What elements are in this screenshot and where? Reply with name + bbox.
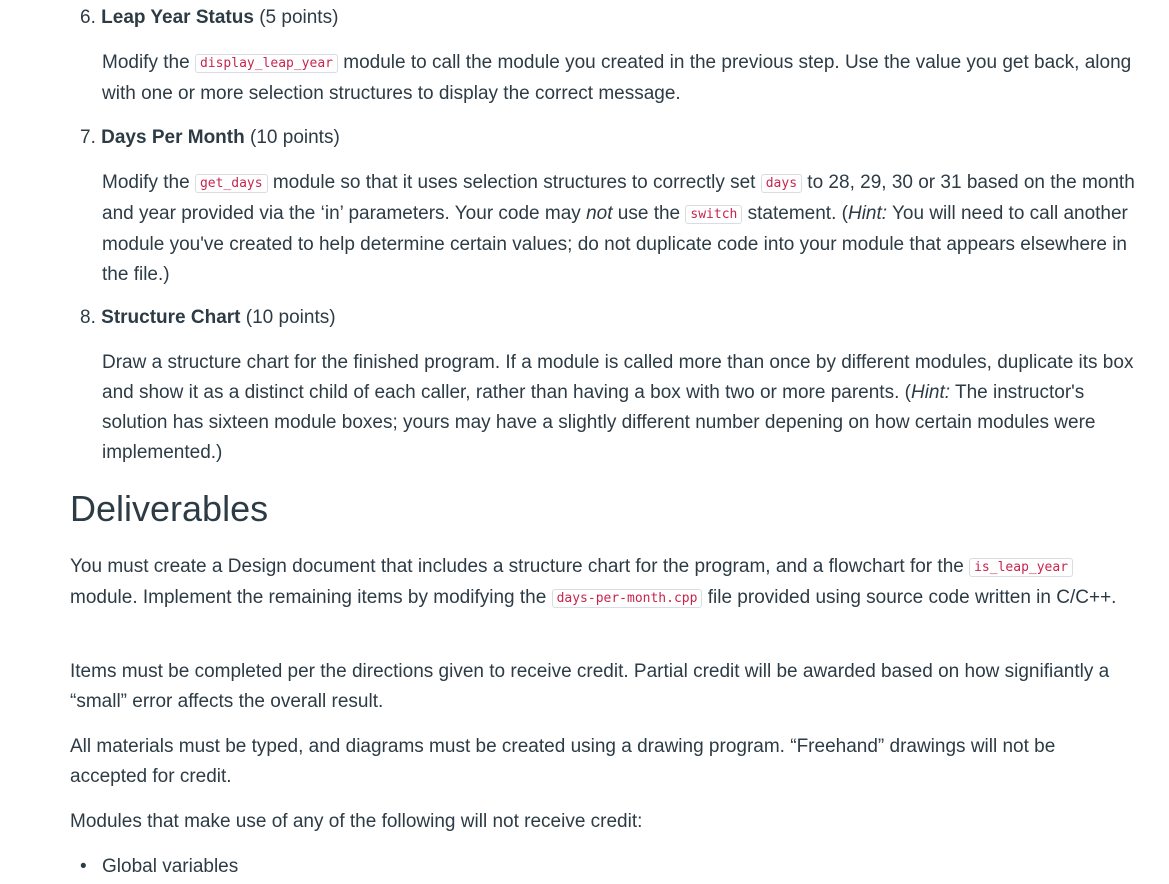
code-get-days: get_days <box>195 174 268 193</box>
deliverables-heading: Deliverables <box>70 488 269 529</box>
body-text: module. Implement the remaining items by modifying the <box>70 587 552 608</box>
code-days: days <box>761 174 802 193</box>
body-text: Draw a structure chart for the finished program. If a module is called more than once by different modules, duplicate its box and show it as a distinct child of each caller, rather than having a box with two or more parents. ( <box>102 352 1134 403</box>
deliverables-paragraph-1 <box>70 552 1130 614</box>
item-7-heading <box>80 123 340 153</box>
body-text: Modify the <box>102 52 195 73</box>
body-text: statement. ( <box>742 203 848 224</box>
body-text: Modify the <box>102 172 195 193</box>
item-title: Structure Chart <box>101 307 241 328</box>
list-item-label: Global variables <box>102 856 239 877</box>
code-is-leap-year: is_leap_year <box>969 558 1073 577</box>
item-7-body <box>102 168 1142 290</box>
item-points: (10 points) <box>250 127 340 148</box>
item-number: 8. <box>80 307 96 328</box>
bullet-icon: • <box>80 856 87 877</box>
code-days-per-month-cpp: days-per-month.cpp <box>552 589 703 608</box>
body-text: to 28, 29, 30 or 31 based on the month and year provided via the ‘in’ parameters. Your code may <box>102 172 1135 224</box>
item-number: 6. <box>80 7 96 28</box>
list-item <box>80 852 238 882</box>
emphasis-text: Hint: <box>847 203 888 224</box>
code-display-leap-year: display_leap_year <box>195 54 338 73</box>
item-6-heading <box>80 3 338 33</box>
code-switch: switch <box>685 205 742 224</box>
body-text: You must create a Design document that includes a structure chart for the program, and a flowchart for the <box>70 556 970 577</box>
item-title: Days Per Month <box>101 127 245 148</box>
item-points: (10 points) <box>245 307 336 328</box>
item-8-heading <box>80 303 336 333</box>
emphasis-text: not <box>586 203 613 224</box>
item-number: 7. <box>80 127 96 148</box>
item-6-body <box>102 48 1142 109</box>
emphasis-text: Hint: <box>910 382 951 403</box>
deliverables-paragraph-2: Items must be completed per the directions given to receive credit. Partial credit will be awarded based on how signifiantly a “small” error affects the overall result. <box>70 661 1110 712</box>
item-title: Leap Year Status <box>101 7 254 28</box>
item-8-body <box>102 348 1142 468</box>
deliverables-paragraph-3: All materials must be typed, and diagrams must be created using a drawing program. “Freehand” drawings will not be accepted for credit. <box>70 736 1056 787</box>
body-text: module so that it uses selection structures to correctly set <box>267 172 761 193</box>
body-text: The instructor's solution has sixteen module boxes; yours may have a slightly different number depening on how certain modules were implemented.) <box>102 382 1096 463</box>
body-text: file provided using source code written in C/C++. <box>702 587 1117 608</box>
body-text: use the <box>612 203 686 224</box>
restrictions-list <box>80 852 238 882</box>
body-text: You will need to call another module you've created to help determine certain values; do not duplicate code into your module that appears elsewhere in the file.) <box>102 203 1128 285</box>
body-text: module to call the module you created in the previous step. Use the value you get back, along with one or more selection structures to display the correct message. <box>102 52 1132 104</box>
deliverables-paragraph-4: Modules that make use of any of the following will not receive credit: <box>70 811 643 832</box>
item-points: (5 points) <box>259 7 339 28</box>
